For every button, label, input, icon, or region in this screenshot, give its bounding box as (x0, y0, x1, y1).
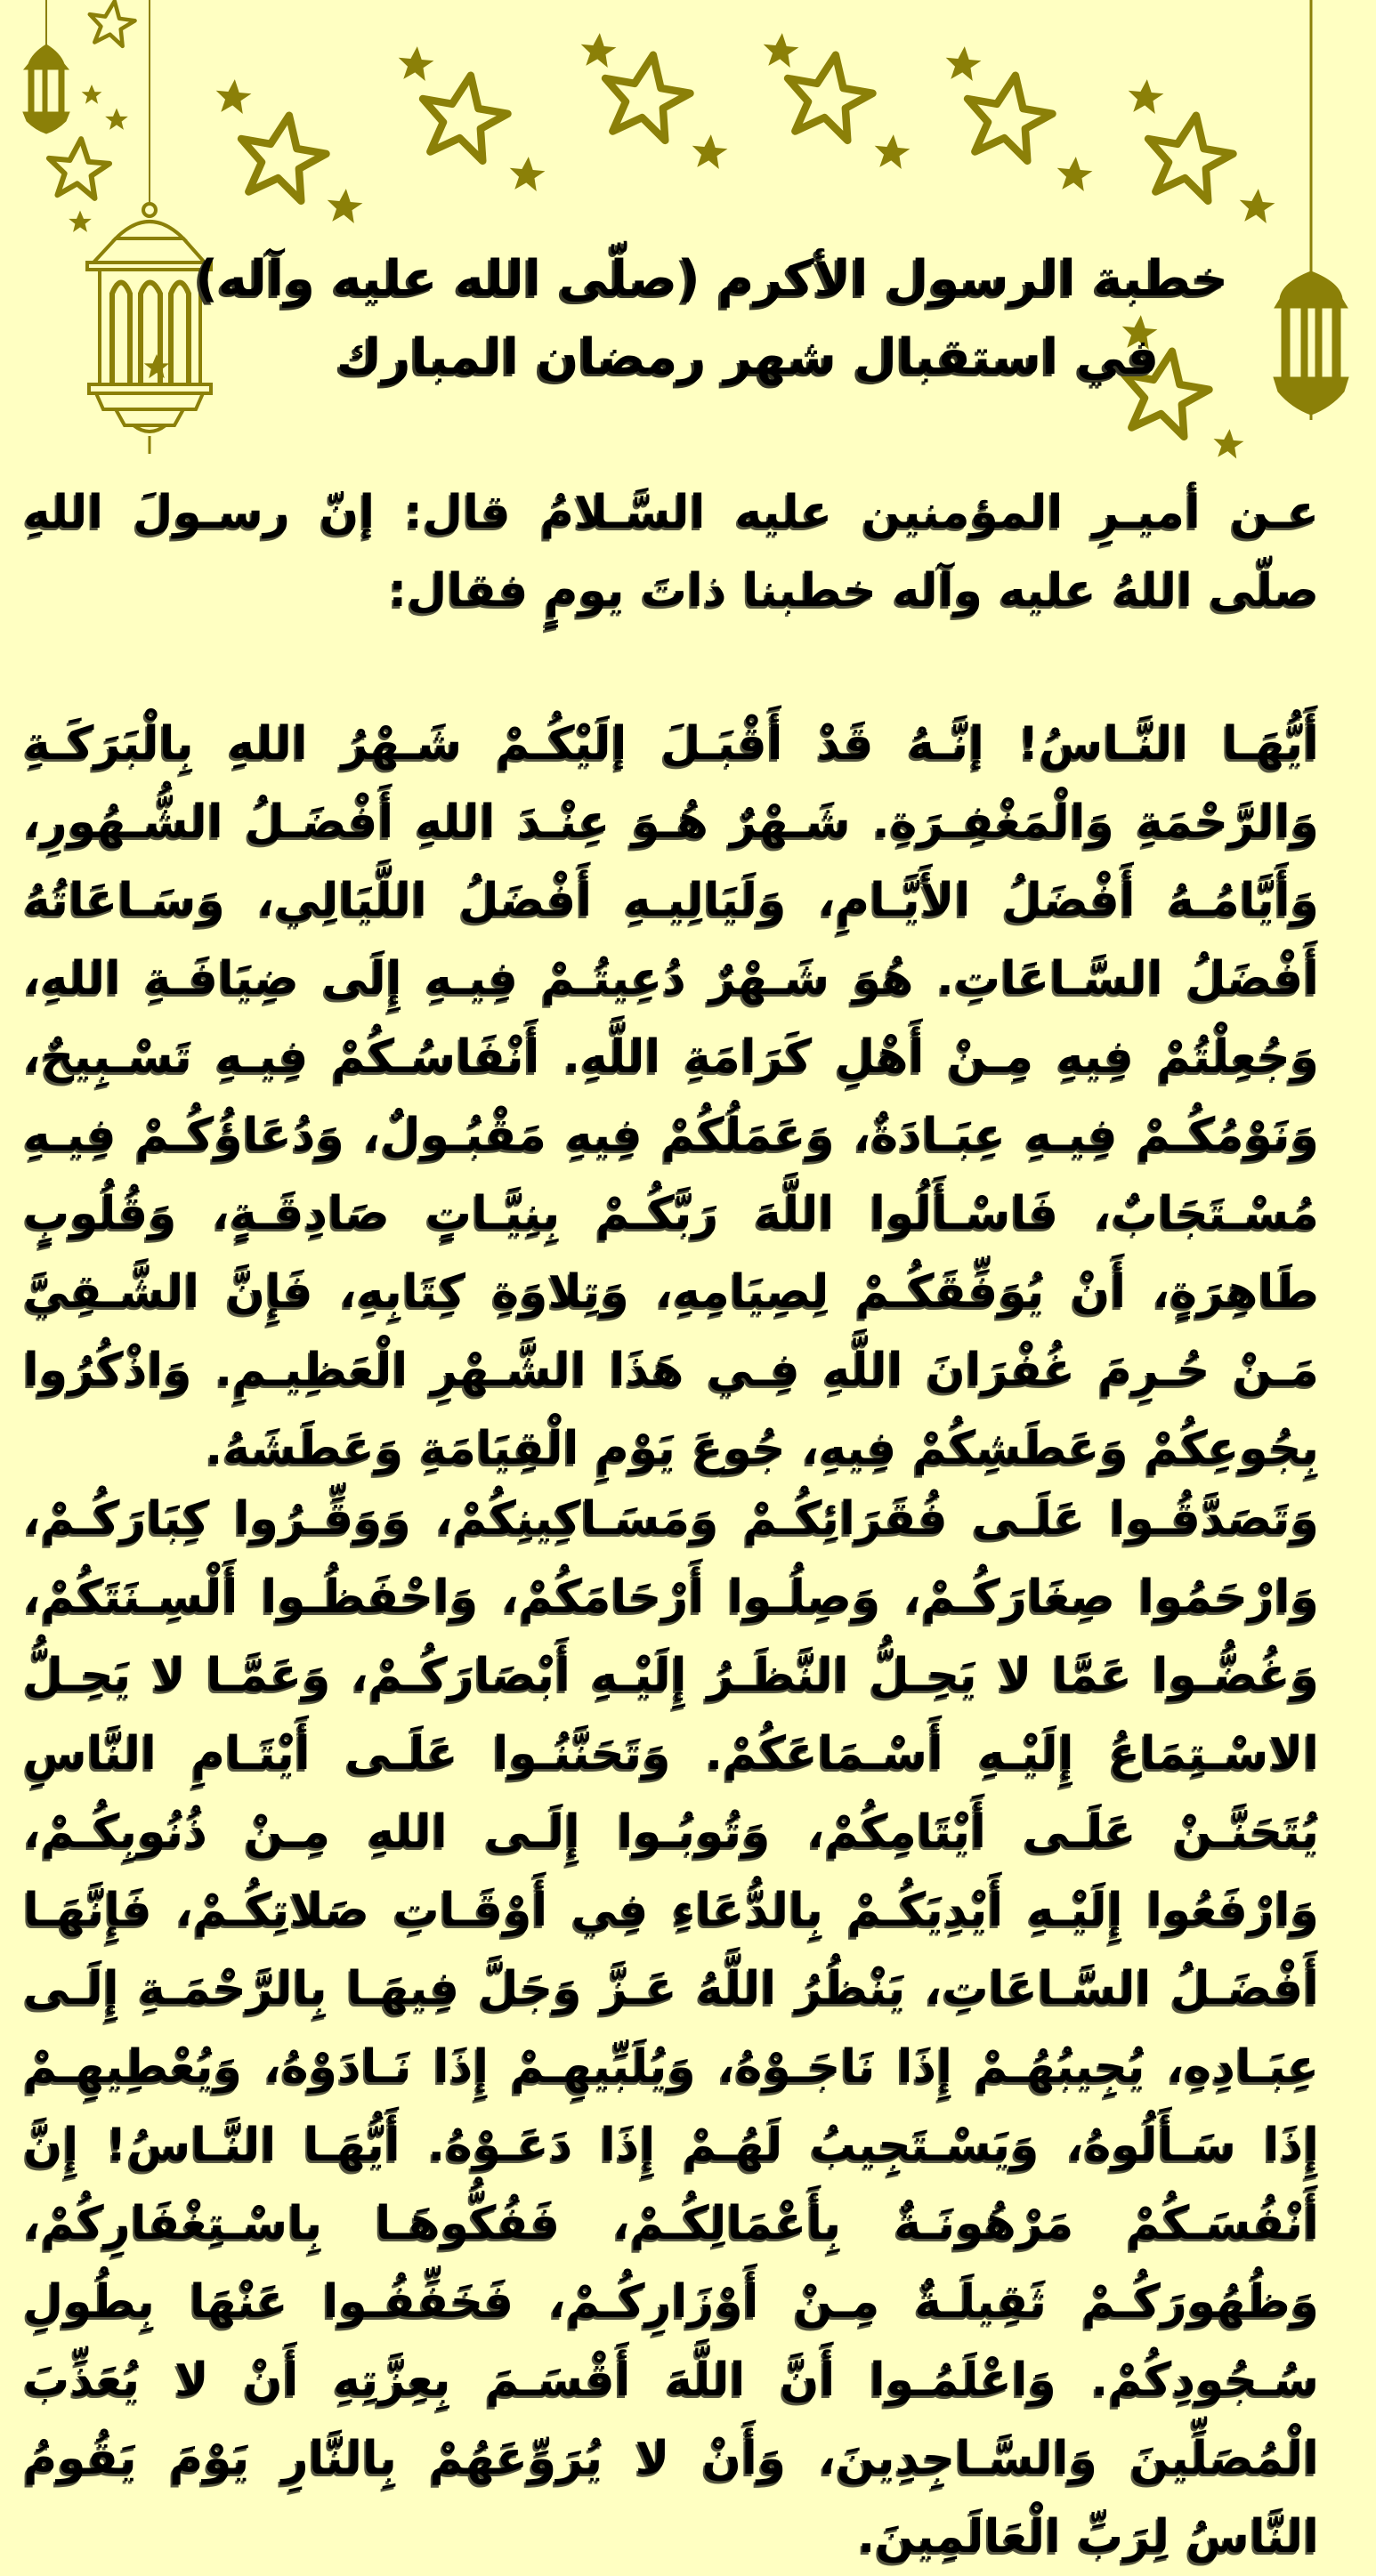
star-icon (959, 68, 1057, 164)
star-icon (414, 68, 513, 164)
lantern-icon (1274, 0, 1348, 420)
star-icon (596, 47, 695, 143)
star-icon (232, 108, 331, 204)
star-icon (86, 0, 138, 47)
star-icon (779, 47, 878, 143)
page-title (195, 240, 1228, 397)
sermon-paragraph-1: أَيُّهَـا النَّـاسُ! إنَّـهُ قَدْ أَقْبَـلَ إلَيْكُـمْ شَـهْرُ اللهِ بِالْبَرَكَـةِ وَالرَّحْمَةِ وَالْمَغْفِـرَةِ. شَـهْرٌ هُـوَ عِنْـدَ اللهِ أَفْضَـلُ الشُّـهُورِ، وَأَيَّامُـهُ أَفْضَلُ الأَيَّـامِ، وَلَيَالِيـهِ أَفْضَلُ اللَّيَالِي، وَسَـاعَاتُهُ أَفْضَلُ السَّـاعَاتِ. هُوَ شَـهْرٌ دُعِيتُـمْ فِيـهِ إِلَى ضِيَافَـةِ اللهِ، وَجُعِلْتُمْ فِيهِ مِـنْ أَهْلِ كَرَامَةِ اللَّهِ. أَنْفَاسُـكُمْ فِيـهِ تَسْـبِيحٌ، وَنَوْمُكُـمْ فِيـهِ عِبَـادَةٌ، وَعَمَلُكُمْ فِيهِ مَقْبُـولٌ، وَدُعَاؤُكُـمْ فِيـهِ مُسْـتَجَابٌ، فَاسْـأَلُوا اللَّهَ رَبَّكُـمْ بِنِيَّـاتٍ صَادِقَـةٍ، وَقُلُوبٍ طَاهِرَةٍ، أَنْ يُوَفِّقَكُـمْ لِصِيَامِهِ، وَتِلاوَةِ كِتَابِهِ، فَإِنَّ الشَّـقِيَّ مَـنْ حُـرِمَ غُفْرَانَ اللَّهِ فِـي هَذَا الشَّـهْرِ الْعَظِيـمِ. وَاذْكُرُوا بِجُوعِكُمْ وَعَطَشِكُمْ فِيهِ، جُوعَ يَوْمِ الْقِيَامَةِ وَعَطَشَهُ. (23, 717, 1319, 1475)
title-line-2: في استقبال شهر رمضان المبارك (336, 328, 1160, 386)
large-lantern-icon (87, 0, 211, 454)
small-lantern-icon (23, 0, 69, 133)
sermon-paragraph-2: وَتَصَدَّقُـوا عَلَـى فُقَرَائِكُـمْ وَمَسَـاكِينِكُمْ، وَوَقِّـرُوا كِبَارَكُـمْ، وَارْحَمُوا صِغَارَكُـمْ، وَصِلُـوا أَرْحَامَكُمْ، وَاحْفَظُـوا أَلْسِـنَتَكُمْ، وَغُضُّـوا عَمَّا لا يَحِـلُّ النَّظَـرُ إِلَيْـهِ أَبْصَارَكُـمْ، وَعَمَّـا لا يَحِـلُّ الاسْـتِمَاعُ إِلَيْـهِ أَسْـمَاعَكُمْ. وَتَحَنَّنُـوا عَلَـى أَيْتَـامِ النَّاسِ يُتَحَنَّـنْ عَلَـى أَيْتَامِكُمْ، وَتُوبُـوا إِلَـى اللهِ مِـنْ ذُنُوبِكُـمْ، وَارْفَعُوا إِلَيْـهِ أَيْدِيَكُـمْ بِالدُّعَاءِ فِي أَوْقَـاتِ صَلاتِكُـمْ، فَإِنَّهَـا أَفْضَـلُ السَّـاعَاتِ، يَنْظُرُ اللَّهُ عَـزَّ وَجَلَّ فِيهَـا بِالرَّحْمَـةِ إِلَـى عِبَـادِهِ، يُجِيبُهُـمْ إِذَا نَاجَـوْهُ، وَيُلَبِّيهِـمْ إِذَا نَـادَوْهُ، وَيُعْطِيهِـمْ إِذَا سَـأَلُوهُ، وَيَسْـتَجِيبُ لَهُـمْ إِذَا دَعَـوْهُ. أَيُّهَـا النَّـاسُ! إِنَّ أَنْفُسَـكُمْ مَرْهُونَـةٌ بِأَعْمَالِكُـمْ، فَفُكُّوهَـا بِاسْـتِغْفَارِكُمْ، وَظُهُورَكُـمْ ثَقِيلَـةٌ مِـنْ أَوْزَارِكُـمْ، فَخَفِّفُـوا عَنْهَا بِطُولِ سُـجُودِكُمْ. وَاعْلَمُـوا أَنَّ اللَّهَ أَقْسَـمَ بِعِزَّتِهِ أَنْ لا يُعَذِّبَ الْمُصَلِّينَ وَالسَّـاجِدِينَ، وَأَنْ لا يُرَوِّعَهُمْ بِالنَّارِ يَوْمَ يَقُومُ النَّاسُ لِرَبِّ الْعَالَمِينَ. (23, 1492, 1319, 2564)
intro-paragraph: عـن أميـرِ المؤمنين عليه السَّـلامُ قال: إنّ رسـولَ اللهِ صلّى اللهُ عليه وآله خطبنا ذاتَ يومٍ فقال: (23, 486, 1319, 618)
star-icon (1139, 108, 1238, 204)
title-line-1: خطبة الرسول الأكرم (صلّى الله عليه وآله) (195, 250, 1228, 308)
star-icon (45, 136, 111, 199)
